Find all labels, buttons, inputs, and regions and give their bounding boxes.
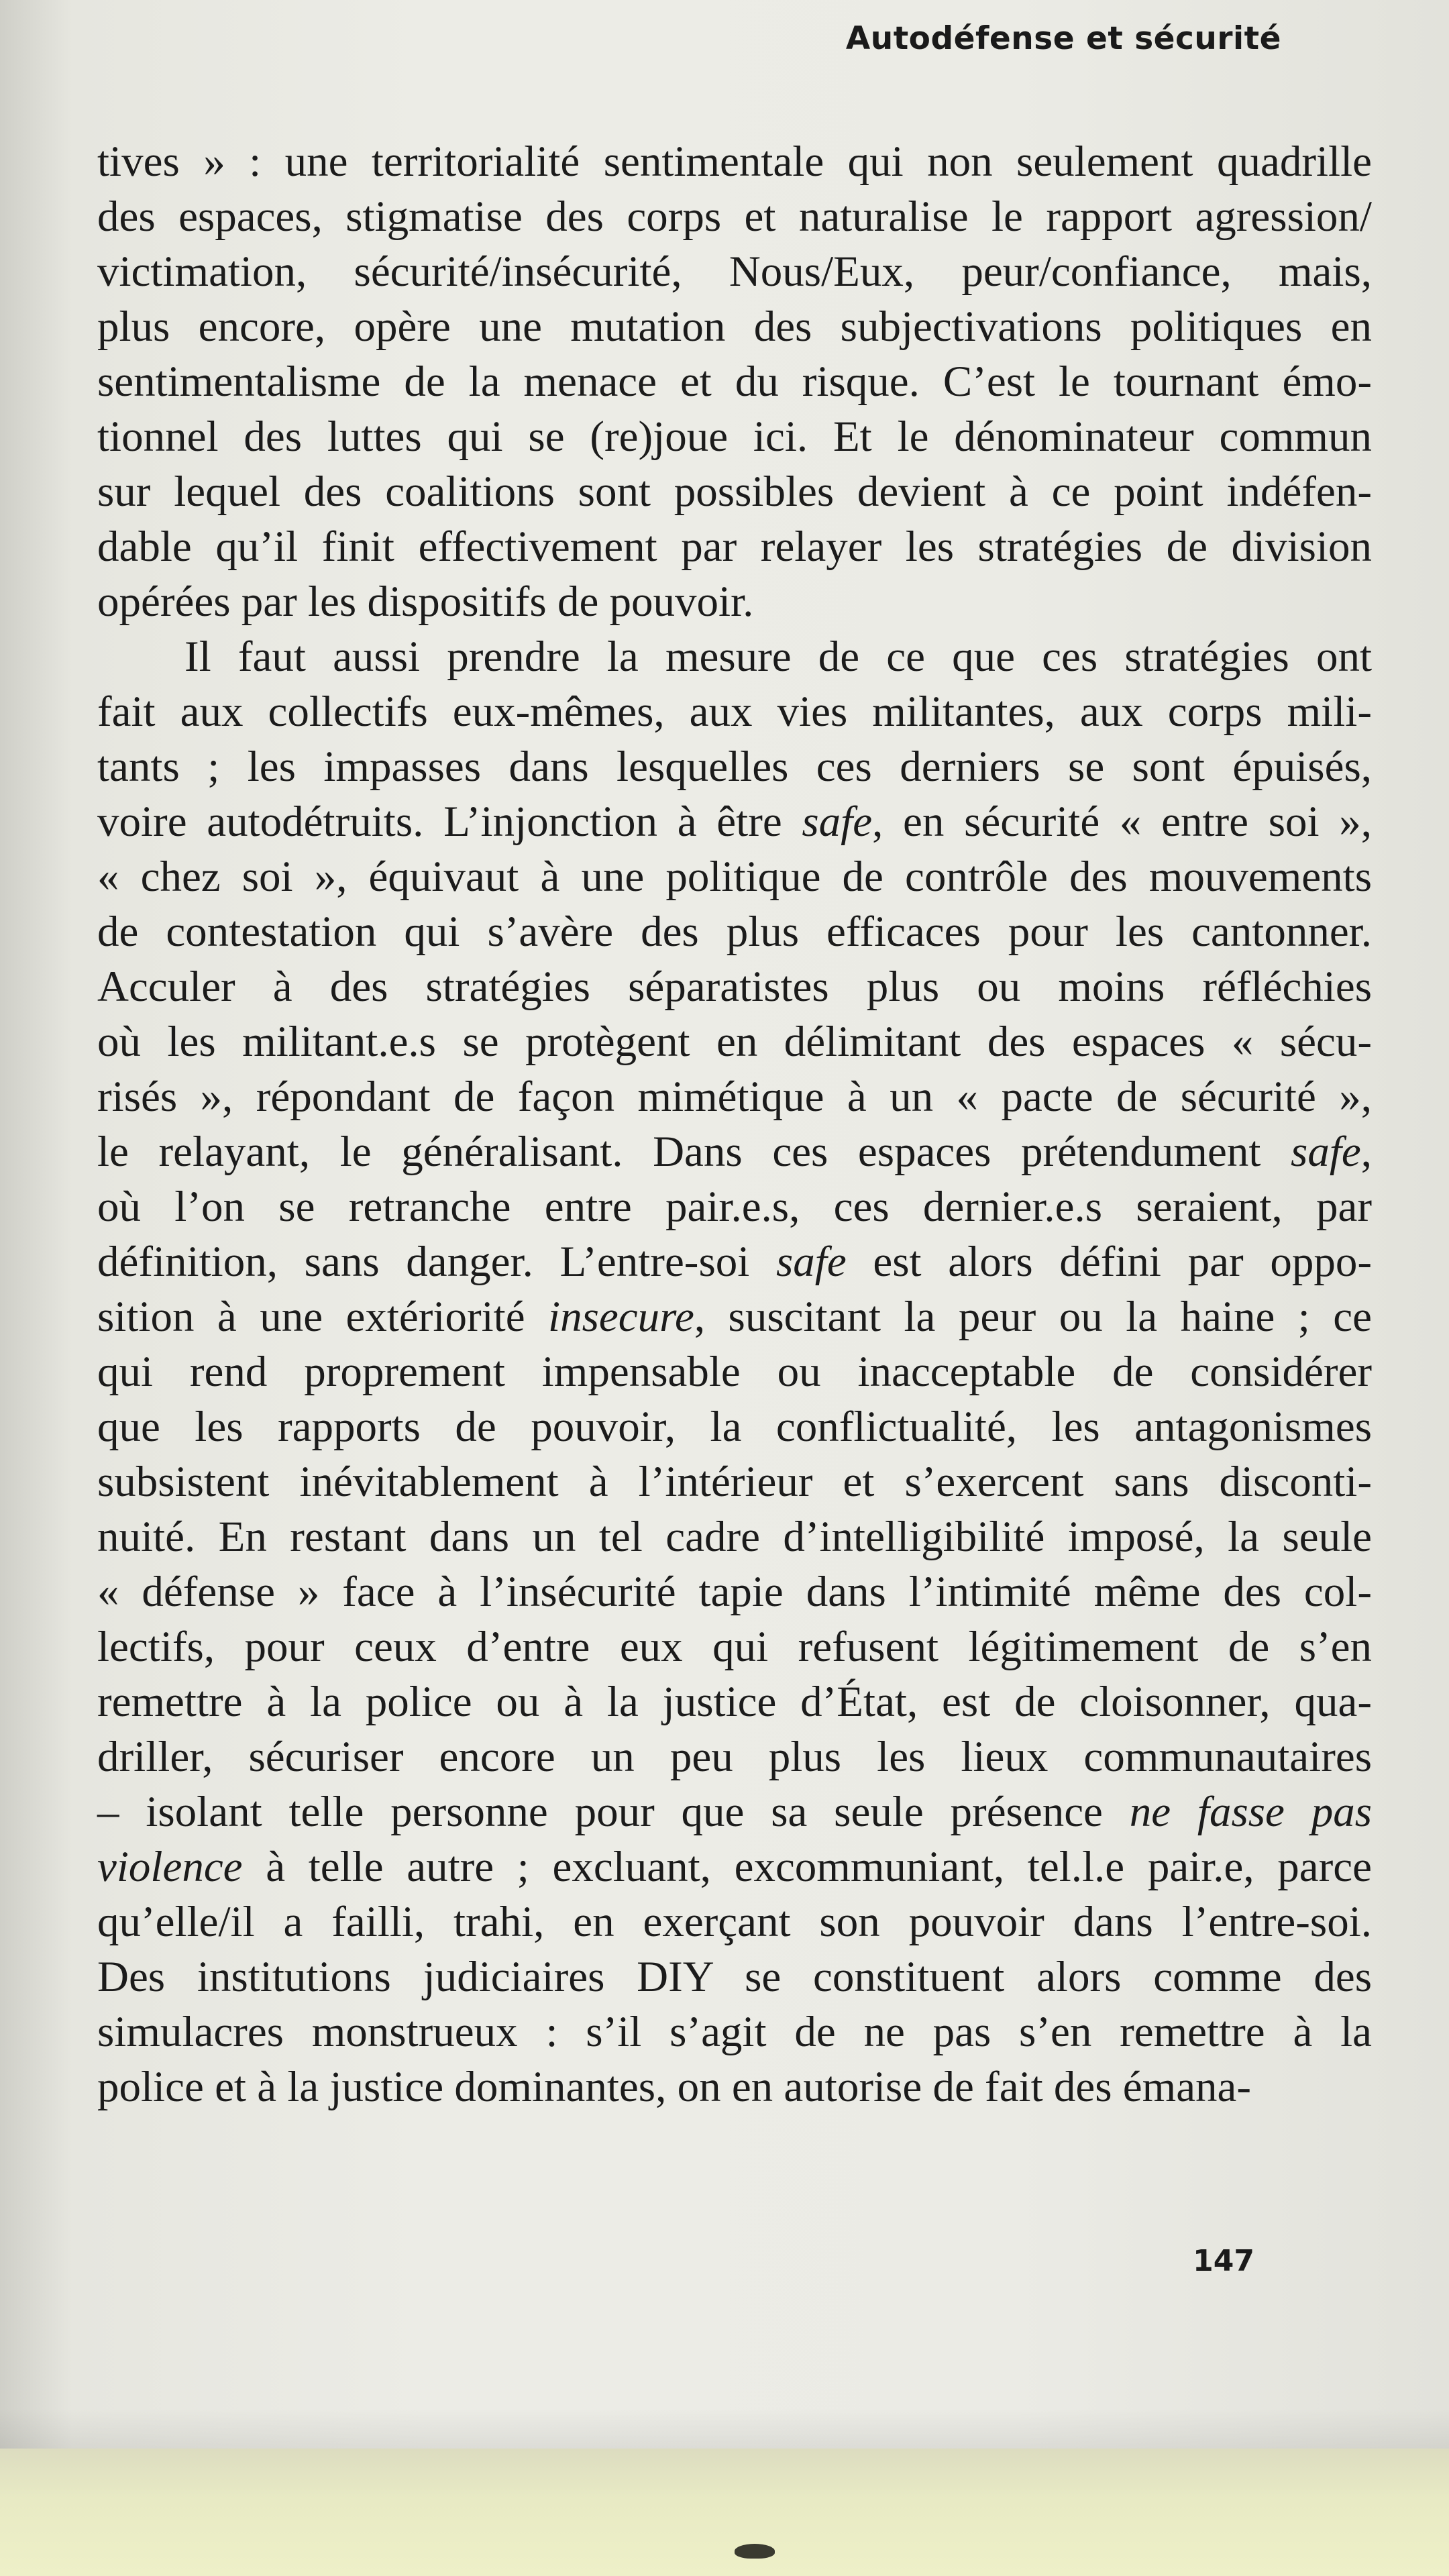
text-line: « chez soi », équivaut à une politique de contrôle des mouvements (97, 853, 1372, 901)
text-line: sition à une extériorité insecure, suscitant la peur ou la haine ; ce (97, 1293, 1372, 1341)
italic-term: violence (97, 1843, 243, 1891)
text-line: – isolant telle personne pour que sa seule présence ne fasse pas (97, 1788, 1372, 1836)
italic-term: safe (802, 798, 873, 846)
text-line: lectifs, pour ceux d’entre eux qui refusent légitimement de s’en (97, 1623, 1372, 1671)
text-line: tants ; les impasses dans lesquelles ces derniers se sont épuisés, (97, 743, 1372, 791)
text-line: tionnel des luttes qui se (re)joue ici. Et le dénominateur commun (97, 413, 1372, 461)
text-line: que les rapports de pouvoir, la conflictualité, les antagonismes (97, 1403, 1372, 1451)
text-line: plus encore, opère une mutation des subjectivations politiques en (97, 303, 1372, 351)
paragraph-1 (97, 134, 1372, 629)
text-line: tives » : une territorialité sentimentale qui non seulement quadrille (97, 138, 1372, 186)
text-line: driller, sécuriser encore un peu plus les lieux communautaires (97, 1733, 1372, 1781)
paragraph-2 (97, 629, 1372, 2114)
italic-term: safe (776, 1238, 847, 1286)
text-line: dable qu’il finit effectivement par relayer les stratégies de division (97, 523, 1372, 571)
text-line: simulacres monstrueux : s’il s’agit de ne pas s’en remettre à la (97, 2008, 1372, 2056)
text-line: où l’on se retranche entre pair.e.s, ces dernier.e.s seraient, par (97, 1183, 1372, 1231)
italic-term: safe (1291, 1128, 1361, 1176)
text-line: risés », répondant de façon mimétique à un « pacte de sécurité », (97, 1073, 1372, 1121)
binding-mark-icon (735, 2544, 775, 2559)
italic-term: insecure (548, 1293, 694, 1341)
text-line: voire autodétruits. L’injonction à être safe, en sécurité « entre soi », (97, 798, 1372, 846)
italic-term: ne fasse pas (1129, 1788, 1372, 1836)
text-line: nuité. En restant dans un tel cadre d’intelligibilité imposé, la seule (97, 1513, 1372, 1561)
running-head: Autodéfense et sécurité (845, 20, 1281, 57)
body-text (97, 134, 1372, 2114)
text-line: remettre à la police ou à la justice d’État, est de cloisonner, qua- (97, 1678, 1372, 1726)
page-number: 147 (1193, 2244, 1254, 2278)
text-line: fait aux collectifs eux-mêmes, aux vies militantes, aux corps mili- (97, 688, 1372, 736)
text-line: sur lequel des coalitions sont possibles devient à ce point indéfen- (97, 468, 1372, 516)
text-line: Il faut aussi prendre la mesure de ce que ces stratégies ont (184, 633, 1372, 681)
text-line: opérées par les dispositifs de pouvoir. (97, 578, 754, 626)
page-bottom-edge (0, 2449, 1449, 2576)
text-line: violence à telle autre ; excluant, excommuniant, tel.l.e pair.e, parce (97, 1843, 1372, 1891)
text-line: subsistent inévitablement à l’intérieur et s’exercent sans disconti- (97, 1458, 1372, 1506)
text-line: police et à la justice dominantes, on en autorise de fait des émana- (97, 2063, 1252, 2111)
text-line: « défense » face à l’insécurité tapie dans l’intimité même des col- (97, 1568, 1372, 1616)
text-line: de contestation qui s’avère des plus efficaces pour les cantonner. (97, 908, 1372, 956)
text-line: Des institutions judiciaires DIY se constituent alors comme des (97, 1953, 1372, 2001)
text-line: définition, sans danger. L’entre-soi safe est alors défini par oppo- (97, 1238, 1372, 1286)
text-line: Acculer à des stratégies séparatistes plus ou moins réfléchies (97, 963, 1372, 1011)
text-line: victimation, sécurité/insécurité, Nous/Eux, peur/confiance, mais, (97, 248, 1372, 296)
text-line: le relayant, le généralisant. Dans ces espaces prétendument safe, (97, 1128, 1372, 1176)
text-line: sentimentalisme de la menace et du risque. C’est le tournant émo- (97, 358, 1372, 406)
text-line: qu’elle/il a failli, trahi, en exerçant son pouvoir dans l’entre-soi. (97, 1898, 1372, 1946)
text-line: qui rend proprement impensable ou inacceptable de considérer (97, 1348, 1372, 1396)
text-line: où les militant.e.s se protègent en délimitant des espaces « sécu- (97, 1018, 1372, 1066)
text-line: des espaces, stigmatise des corps et naturalise le rapport agression/ (97, 193, 1372, 241)
